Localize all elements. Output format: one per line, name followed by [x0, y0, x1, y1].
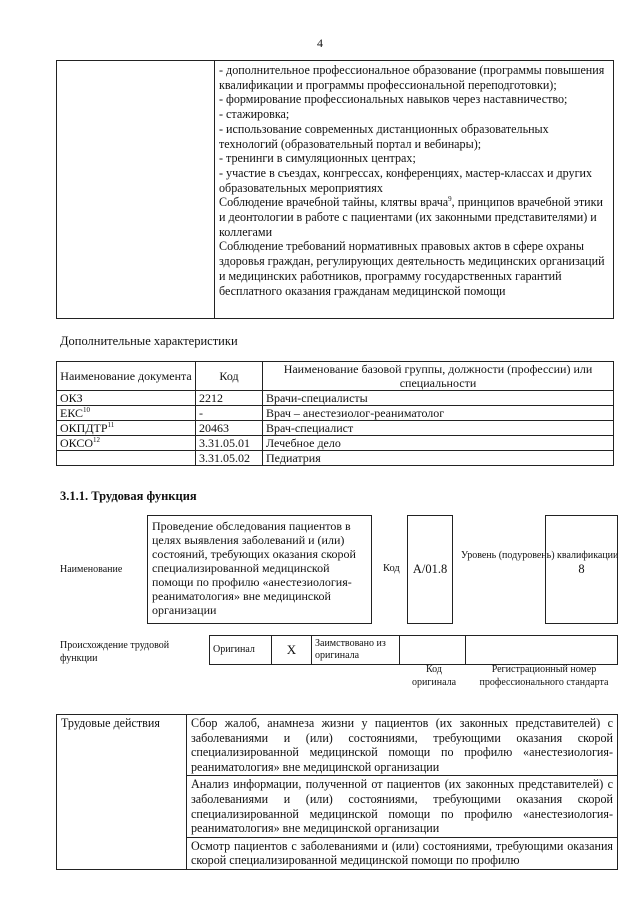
header-code: Код — [196, 362, 263, 391]
header-name: Наименование базовой группы, должности (профессии) или специальности — [263, 362, 614, 391]
footnote-ref: 9 — [448, 195, 452, 204]
function-code-box: A/01.8 — [407, 515, 453, 624]
list-item: - тренинги в симуляционных центрах; — [219, 151, 416, 166]
additional-characteristics-table — [56, 361, 614, 466]
origin-table — [209, 635, 618, 665]
table-row: ОКСО$^{12}$ 3.31.05.01 Лечебное дело — [57, 436, 614, 451]
labor-action: Сбор жалоб, анамнеза жизни у пациентов (их законных представителей) с заболеваниями и (или) состояниями, требующими оказания скорой специализированной медицинской помощи по профилю «анестезиология-реаниматология» вне медицинской организации — [187, 715, 618, 776]
column-divider — [214, 61, 215, 318]
labor-actions-label: Трудовые действия — [57, 715, 187, 870]
list-item: - участие в съездах, конгрессах, конференциях, мастер-классах и других образовательных мероприятиях — [219, 165, 593, 195]
footnote-ref: 12 — [93, 436, 101, 444]
original-label: Оригинал — [210, 636, 272, 665]
list-item: - использование современных дистанционных образовательных технологий (образовательный портал и вебинары); — [219, 121, 549, 151]
reg-number-cell — [466, 636, 618, 665]
labor-action: Осмотр пациентов с заболеваниями и (или) состояниями, требующими оказания скорой специализированной медицинской помощи по профилю — [187, 837, 618, 869]
name-label: Наименование — [60, 564, 123, 575]
competency-cell — [219, 63, 607, 298]
page-number: 4 — [317, 36, 323, 50]
origin-label: Происхождение трудовой функции — [60, 640, 170, 664]
section-title: 3.1.1. Трудовая функция — [60, 489, 197, 503]
reg-number-caption: Регистрационный номер профессионального стандарта — [479, 664, 609, 688]
confidentiality-paragraph: Соблюдение врачебной тайны, клятвы врача$^9$, принципов врачебной этики и деонтологии в работе с пациентами (их законными представителями) и коллегами — [219, 195, 603, 239]
function-name-box: Проведение обследования пациентов в целях выявления заболеваний и (или) состояний, требующих оказания скорой специализированной медицинской помощи по профилю «анестезиология-реаниматология» вне медицинской организации — [147, 515, 372, 624]
table-row: ОКЗ 2212 Врачи-специалисты — [57, 391, 614, 406]
table-row: ЕКС$^{10}$ - Врач – анестезиолог-реаниматолог — [57, 406, 614, 421]
footnote-ref: 11 — [107, 421, 115, 429]
code-original-caption: Код оригинала — [411, 664, 457, 688]
original-mark: X — [272, 636, 312, 665]
list-item: - стажировка; — [219, 107, 290, 122]
competency-table-continuation — [56, 60, 614, 319]
header-document: Наименование документа — [57, 362, 196, 391]
list-item: - дополнительное профессиональное образование (программы повышения квалификации и программы профессиональной переподготовки); — [219, 63, 605, 92]
regulations-paragraph: Соблюдение требований нормативных правовых актов в сфере охраны здоровья граждан, регулирующих деятельность медицинских организаций и медицинских работников, программу государственных гарантий бесплатного оказания гражданам медицинской помощи — [219, 239, 605, 298]
additional-characteristics-title: Дополнительные характеристики — [60, 334, 238, 348]
level-label: Уровень (подуровень) квалификации — [461, 550, 619, 561]
level-value-box: 8 — [545, 515, 618, 624]
borrowed-label: Заимствовано из оригинала — [312, 636, 400, 665]
labor-action: Анализ информации, полученной от пациентов (их законных представителей) с заболеваниями и (или) состояниями, требующими оказания скорой специализированной медицинской помощи по профилю «анестезиология-реаниматология» вне медицинской организации — [187, 776, 618, 837]
table-row: ОКПДТР$^{11}$ 20463 Врач-специалист — [57, 421, 614, 436]
footnote-ref: 10 — [83, 406, 91, 414]
list-item: - формирование профессиональных навыков через наставничество; — [219, 92, 568, 107]
code-label: Код — [383, 563, 400, 574]
labor-actions-table — [56, 714, 618, 870]
original-code-cell — [400, 636, 466, 665]
table-row: 3.31.05.02 Педиатрия — [57, 451, 614, 466]
table-row — [57, 715, 618, 776]
